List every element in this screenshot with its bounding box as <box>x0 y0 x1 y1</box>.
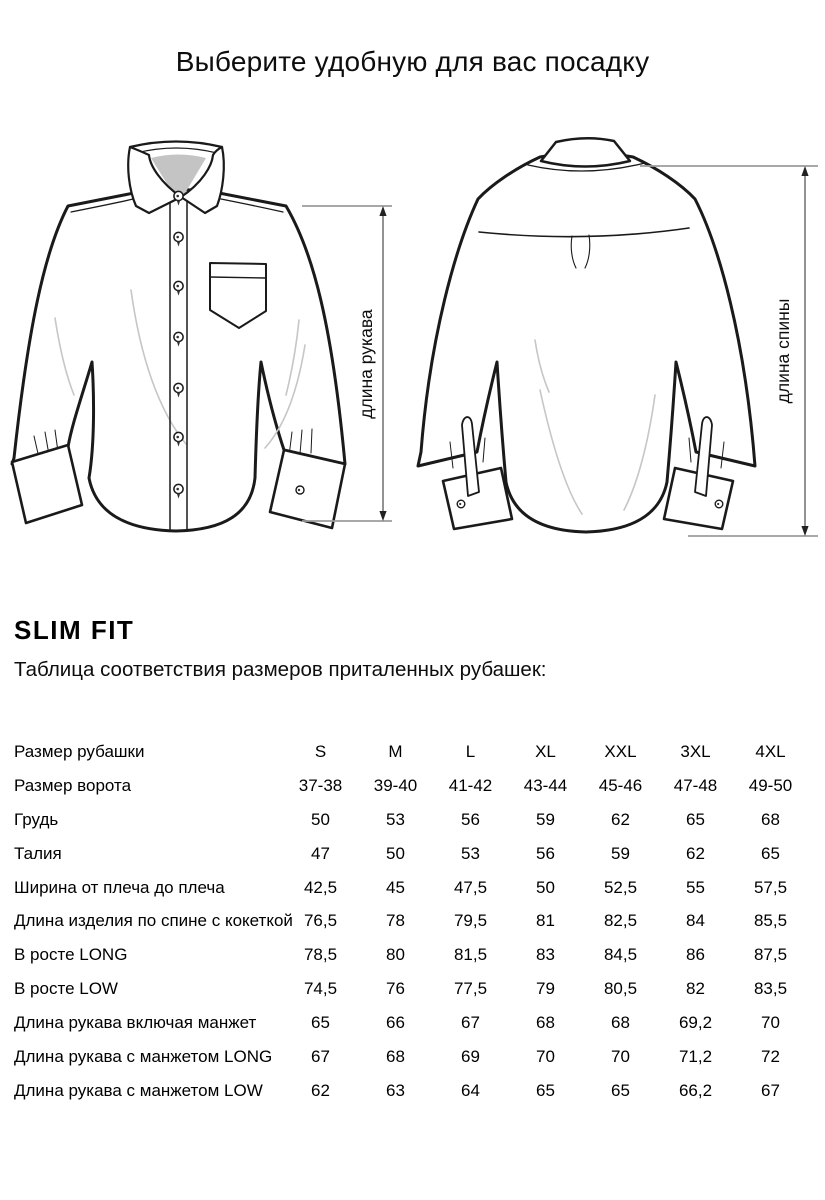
table-row <box>14 803 808 837</box>
cell-value: 59 <box>611 843 630 863</box>
cell-value: 82 <box>686 979 705 999</box>
cell-value: 65 <box>536 1080 555 1100</box>
cell-value: 68 <box>536 1013 555 1033</box>
row-label: Ширина от плеча до плеча <box>14 877 225 897</box>
cell-value: 37-38 <box>298 775 343 795</box>
cell-value: 76,5 <box>303 911 338 931</box>
cell-value: 65 <box>686 809 705 829</box>
cell-value: 66,2 <box>678 1080 713 1100</box>
cell-value: 70 <box>536 1046 555 1066</box>
cell-value: 62 <box>686 843 705 863</box>
cell-value: 77,5 <box>453 979 488 999</box>
row-label: В росте LONG <box>14 945 128 965</box>
cell-value: 59 <box>536 809 555 829</box>
cell-value: 82,5 <box>603 911 638 931</box>
cell-value: XL <box>535 741 556 761</box>
cell-value: 45 <box>386 877 405 897</box>
back-collar-band <box>541 138 630 166</box>
cell-value: 70 <box>761 1013 780 1033</box>
cell-value: 47-48 <box>673 775 718 795</box>
cell-value: 78,5 <box>303 945 338 965</box>
back-length-label: длина спины <box>773 298 793 404</box>
front-right-cuff <box>270 450 345 528</box>
cell-value: 62 <box>311 1080 330 1100</box>
table-row <box>14 1074 808 1108</box>
cell-value: 55 <box>686 877 705 897</box>
row-label: Длина изделия по спине с кокеткой <box>14 911 293 931</box>
cell-value: 47,5 <box>453 877 488 897</box>
cell-value: 70 <box>611 1046 630 1066</box>
cell-value: 53 <box>461 843 480 863</box>
cell-value: XXL <box>604 741 637 761</box>
cell-value: 47 <box>311 843 330 863</box>
row-label: В росте LOW <box>14 979 118 999</box>
cell-value: 50 <box>386 843 405 863</box>
cell-value: 4XL <box>755 741 786 761</box>
cell-value: 84 <box>686 911 705 931</box>
cell-value: 86 <box>686 945 705 965</box>
cell-value: 39-40 <box>373 775 418 795</box>
cell-value: 83 <box>536 945 555 965</box>
section-heading-slim-fit: SLIM FIT <box>14 615 135 645</box>
arrowhead-down-icon <box>379 511 386 521</box>
table-row <box>14 1040 808 1074</box>
cell-value: 63 <box>386 1080 405 1100</box>
table-row <box>14 904 808 938</box>
cell-value: 42,5 <box>303 877 338 897</box>
cell-value: 81 <box>536 911 555 931</box>
row-label: Размер ворота <box>14 775 132 795</box>
cell-value: 81,5 <box>453 945 488 965</box>
cell-value: 56 <box>536 843 555 863</box>
cell-value: 72 <box>761 1046 780 1066</box>
cell-value: 57,5 <box>753 877 788 897</box>
cell-value: 69,2 <box>678 1013 713 1033</box>
cell-value: 74,5 <box>303 979 338 999</box>
cell-value: 50 <box>536 877 555 897</box>
cell-value: 87,5 <box>753 945 788 965</box>
cell-value: 68 <box>611 1013 630 1033</box>
table-row <box>14 1006 808 1040</box>
page-title: Выберите удобную для вас посадку <box>175 46 650 77</box>
cell-value: 67 <box>311 1046 330 1066</box>
cell-value: 79 <box>536 979 555 999</box>
table-row <box>14 837 808 871</box>
cell-value: 67 <box>461 1013 480 1033</box>
section-subtitle: Таблица соответствия размеров приталенных рубашек: <box>14 658 547 681</box>
row-label: Длина рукава включая манжет <box>14 1013 257 1033</box>
cell-value: 56 <box>461 809 480 829</box>
table-row <box>14 735 808 769</box>
cell-value: 80,5 <box>603 979 638 999</box>
cell-value: 62 <box>611 809 630 829</box>
table-row <box>14 972 808 1006</box>
cell-value: 41-42 <box>448 775 493 795</box>
cell-value: 45-46 <box>598 775 643 795</box>
cell-value: 3XL <box>680 741 711 761</box>
row-label: Размер рубашки <box>14 741 145 761</box>
arrowhead-down-icon <box>801 526 808 536</box>
cell-value: M <box>388 741 403 761</box>
cell-value: L <box>465 741 476 761</box>
row-label: Талия <box>14 843 62 863</box>
cell-value: 43-44 <box>523 775 568 795</box>
cell-value: 84,5 <box>603 945 638 965</box>
cell-value: 76 <box>386 979 405 999</box>
table-row <box>14 938 808 972</box>
cell-value: 79,5 <box>453 911 488 931</box>
size-table <box>14 735 808 1108</box>
cell-value: S <box>314 741 327 761</box>
table-row <box>14 871 808 905</box>
arrowhead-up-icon <box>379 206 386 216</box>
cell-value: 66 <box>386 1013 405 1033</box>
cell-value: 65 <box>611 1080 630 1100</box>
cell-value: 50 <box>311 809 330 829</box>
cell-value: 65 <box>761 843 780 863</box>
shirt-back-drawing <box>418 138 755 532</box>
arrowhead-up-icon <box>801 166 808 176</box>
row-label: Грудь <box>14 809 59 829</box>
cell-value: 67 <box>761 1080 780 1100</box>
cell-value: 71,2 <box>678 1046 713 1066</box>
sleeve-length-label: длина рукава <box>356 309 376 419</box>
cell-value: 85,5 <box>753 911 788 931</box>
cell-value: 52,5 <box>603 877 638 897</box>
row-label: Длина рукава с манжетом LOW <box>14 1080 263 1100</box>
cell-value: 49-50 <box>748 775 793 795</box>
cell-value: 83,5 <box>753 979 788 999</box>
cell-value: 53 <box>386 809 405 829</box>
cell-value: 80 <box>386 945 405 965</box>
cell-value: 68 <box>761 809 780 829</box>
cell-value: 69 <box>461 1046 480 1066</box>
table-row <box>14 769 808 803</box>
cell-value: 65 <box>311 1013 330 1033</box>
size-table-body <box>14 735 808 1108</box>
shirt-front-drawing <box>12 142 345 532</box>
cell-value: 78 <box>386 911 405 931</box>
cell-value: 68 <box>386 1046 405 1066</box>
cell-value: 64 <box>461 1080 480 1100</box>
row-label: Длина рукава с манжетом LONG <box>14 1046 273 1066</box>
